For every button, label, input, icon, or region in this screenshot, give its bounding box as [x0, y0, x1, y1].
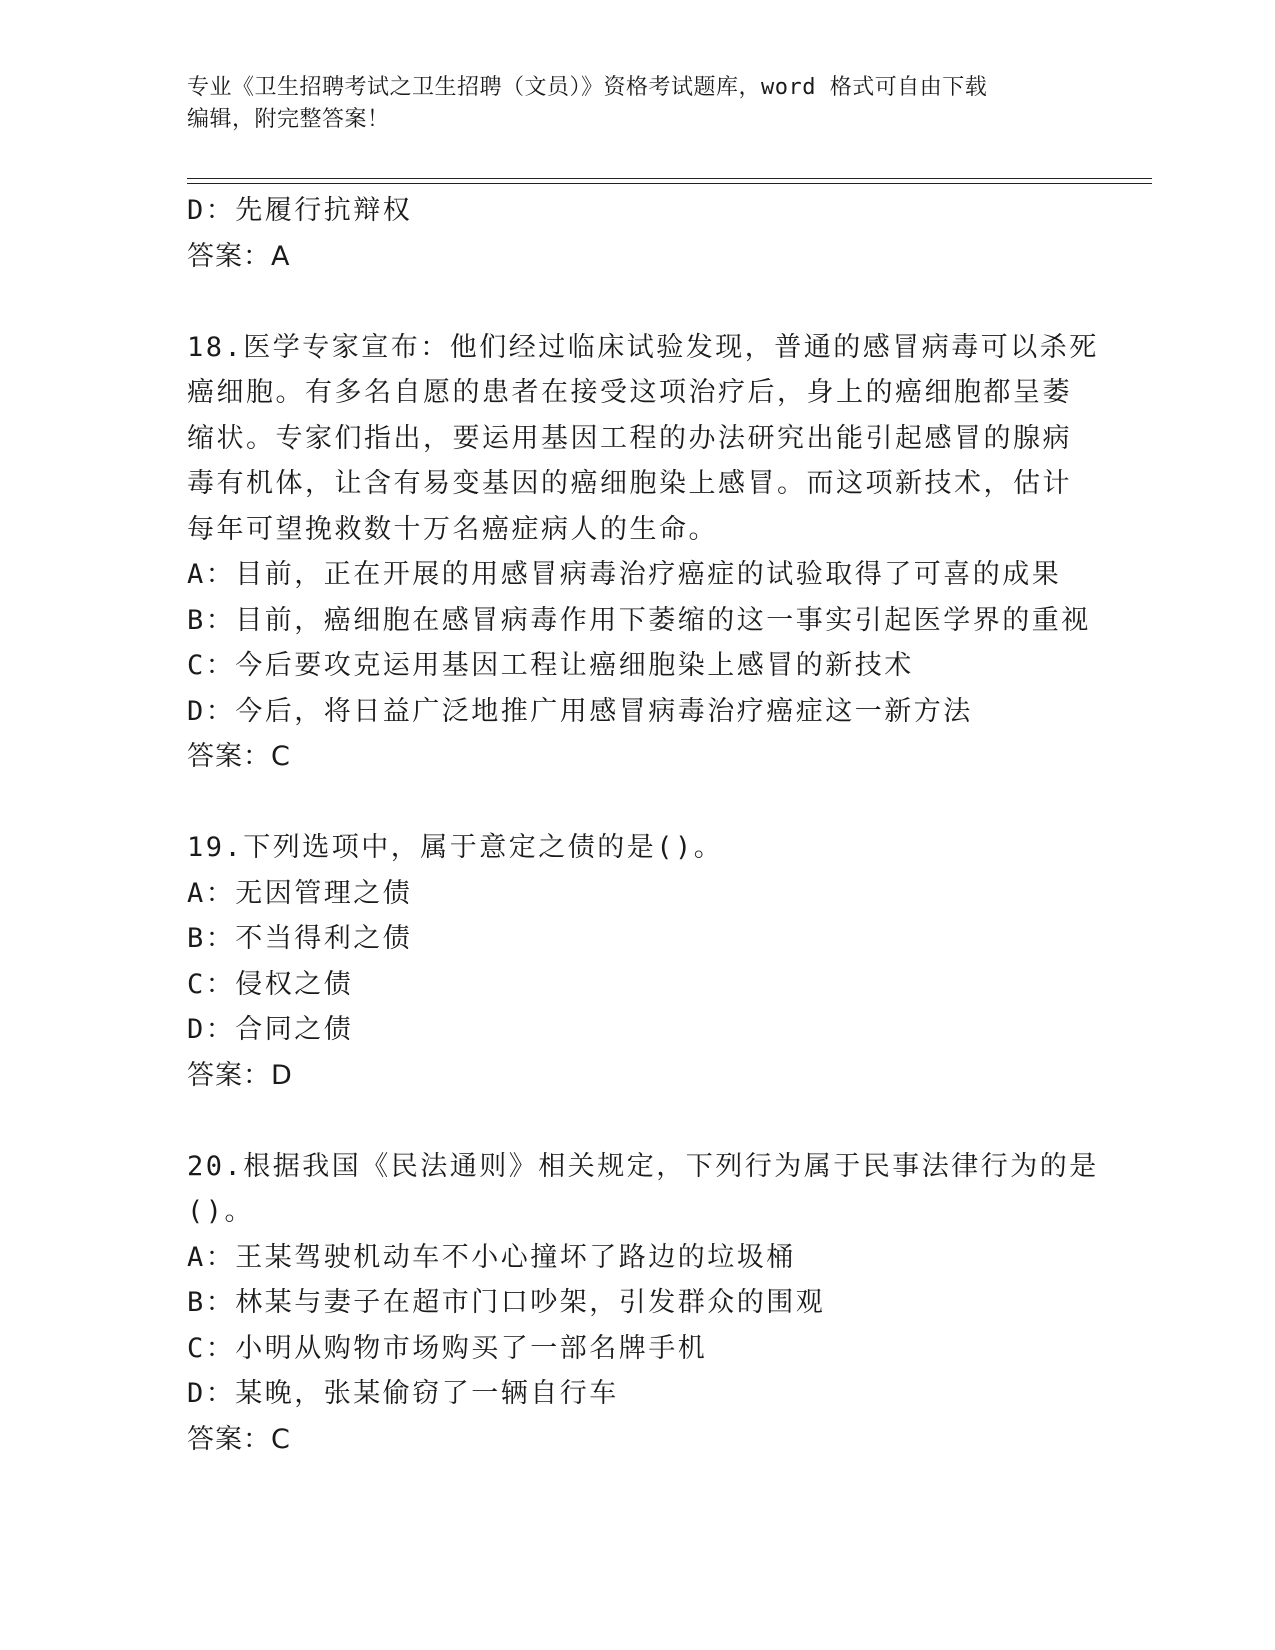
- option-a: A：王某驾驶机动车不小心撞坏了路边的垃圾桶: [187, 1241, 796, 1273]
- option-d: D：某晚，张某偷窃了一辆自行车: [187, 1378, 619, 1409]
- question-stem-line: 癌细胞。有多名自愿的患者在接受这项治疗后，身上的癌细胞都呈萎: [187, 377, 1072, 408]
- spacer: [187, 1098, 1087, 1144]
- question-stem-line: ()。: [187, 1196, 255, 1227]
- question-stem-line: 每年可望挽救数十万名癌症病人的生命。: [187, 513, 718, 545]
- answer-value: A: [271, 240, 291, 272]
- option-c: C：今后要攻克运用基因工程让癌细胞染上感冒的新技术: [187, 650, 914, 681]
- spacer: [187, 279, 1087, 325]
- document-header: [187, 72, 1087, 136]
- answer-line: [187, 1053, 1087, 1099]
- option-d: D：合同之债: [187, 1014, 354, 1045]
- answer-label: 答案：: [187, 741, 271, 772]
- prev-question-tail: [187, 188, 1087, 279]
- question-stem-line: 20.根据我国《民法通则》相关规定，下列行为属于民事法律行为的是: [187, 1150, 1099, 1182]
- option-c: C：侵权之债: [187, 968, 354, 1000]
- option-b: B：林某与妻子在超市门口吵架，引发群众的围观: [187, 1287, 826, 1318]
- question-list: [187, 188, 1099, 1462]
- option-d: D：先履行抗辩权: [187, 195, 413, 226]
- option-b: B：不当得利之债: [187, 923, 413, 954]
- option-b: B：目前，癌细胞在感冒病毒作用下萎缩的这一事实引起医学界的重视: [187, 604, 1091, 636]
- question-stem-line: 18.医学专家宣布：他们经过临床试验发现，普通的感冒病毒可以杀死: [187, 331, 1099, 363]
- answer-line: [187, 234, 1087, 280]
- option-c: C：小明从购物市场购买了一部名牌手机: [187, 1332, 708, 1364]
- spacer: [187, 780, 1087, 826]
- answer-label: 答案：: [187, 240, 271, 272]
- question-stem-line: 19.下列选项中，属于意定之债的是()。: [187, 832, 724, 863]
- question-stem-line: 缩状。专家们指出，要运用基因工程的办法研究出能引起感冒的腺病: [187, 422, 1072, 454]
- header-line-2: 编辑，附完整答案！: [187, 107, 390, 132]
- answer-label: 答案：: [187, 1059, 271, 1091]
- header-divider-top: [187, 178, 1152, 179]
- header-divider-bottom: [187, 183, 1152, 184]
- header-line-1: 专业《卫生招聘考试之卫生招聘（文员）》资格考试题库，word 格式可自由下载: [187, 75, 988, 100]
- option-a: A：无因管理之债: [187, 877, 413, 909]
- answer-value: C: [271, 1423, 291, 1455]
- question-stem-line: 毒有机体，让含有易变基因的癌细胞染上感冒。而这项新技术，估计: [187, 468, 1072, 499]
- answer-value: D: [271, 1059, 293, 1091]
- option-d: D：今后，将日益广泛地推广用感冒病毒治疗癌症这一新方法: [187, 695, 973, 727]
- answer-label: 答案：: [187, 1423, 271, 1455]
- answer-line: [187, 1417, 1087, 1463]
- answer-line: [187, 734, 1087, 780]
- question-19: [187, 825, 1087, 1098]
- option-a: A：目前，正在开展的用感冒病毒治疗癌症的试验取得了可喜的成果: [187, 559, 1062, 590]
- answer-value: C: [271, 741, 291, 772]
- question-18: [187, 325, 1099, 780]
- question-20: [187, 1144, 1099, 1463]
